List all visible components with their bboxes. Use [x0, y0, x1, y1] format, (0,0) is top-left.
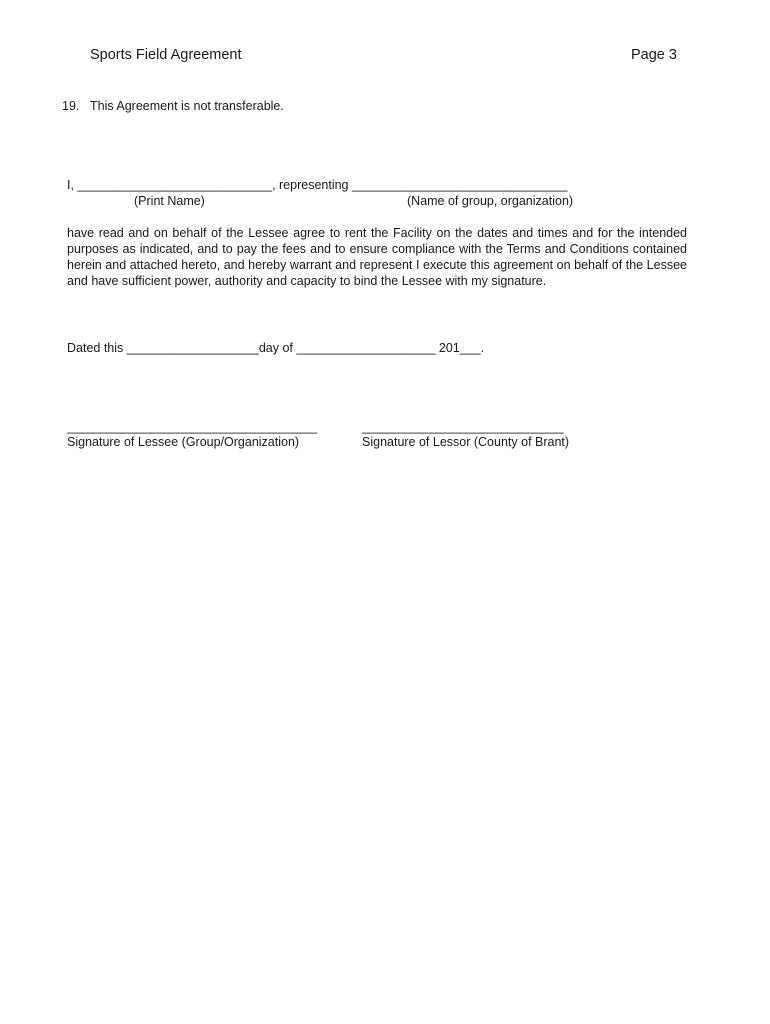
lessee-signature-label: Signature of Lessee (Group/Organization): [67, 435, 300, 449]
lessor-signature-line: _____________________________: [362, 420, 564, 434]
acknowledgement-paragraph: have read and on behalf of the Lessee agree to rent the Facility on the dates and times and for the intended purposes as indicated, and to pay the fees and to ensure compliance with the Terms and Conditions contained herein and attached hereto, and hereby warrant and represent I execute this agreement on behalf of the Lessee and have sufficient power, authority and capacity to bind the Lessee with my signature.: [67, 226, 687, 288]
page-number: Page 3: [631, 47, 677, 63]
dated-line: Dated this ___________________day of ____________________ 201___.: [67, 341, 485, 355]
print-name-caption: (Print Name): [134, 194, 205, 208]
group-name-caption: (Name of group, organization): [407, 194, 574, 208]
lessor-signature-label: Signature of Lessor (County of Brant): [362, 435, 570, 449]
clause-text: This Agreement is not transferable.: [90, 99, 284, 113]
document-title: Sports Field Agreement: [90, 47, 242, 63]
clause-number: 19.: [62, 99, 80, 113]
clause-19: [62, 99, 284, 113]
name-representing-line: I, ____________________________, representing _______________________________: [67, 178, 568, 192]
lessee-signature-line: ____________________________________: [67, 420, 318, 434]
